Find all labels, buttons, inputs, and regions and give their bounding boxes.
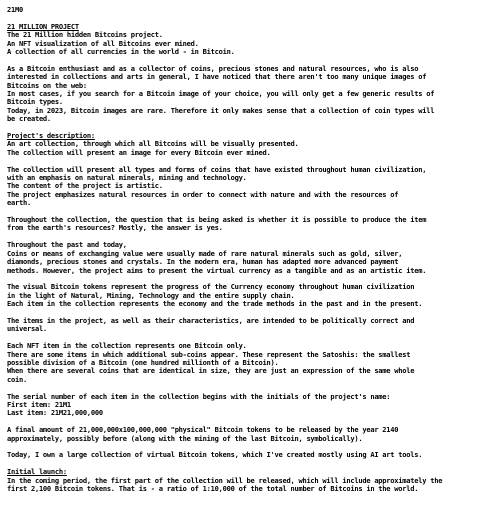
text-line: interested in collections and arts in general, I have noticed that there aren't too many unique images of	[7, 72, 427, 82]
intro-block	[7, 31, 493, 56]
text-line: Today, I own a large collection of virtual Bitcoin tokens, which I've created mostly using AI art tools.	[7, 450, 423, 460]
section-heading-description: Project's description:	[7, 131, 95, 141]
text-line: Coins or means of exchanging value were usually made of rare natural minerals such as gold, silver,	[7, 248, 403, 258]
text-line: first 2,100 Bitcoin tokens. That is - a ratio of 1:10,000 of the total number of Bitcoins in the world.	[7, 483, 419, 493]
text-line: Bitcoin types.	[7, 97, 63, 107]
text-line: The collection will present an image for every Bitcoin ever mined.	[7, 147, 271, 157]
text-line: diamonds, precious stones and crystals. In the modern era, human has adapted more advanced payment	[7, 257, 399, 267]
text-line: There are some items in which additional sub-coins appear. These represent the Satoshis: the smallest	[7, 349, 411, 359]
text-line: Last item: 21M21,000,000	[7, 408, 103, 418]
text-line: possible division of a Bitcoin (one hundred millionth of a Bitcoin).	[7, 357, 279, 367]
text-line: earth.	[7, 198, 31, 208]
text-line: In most cases, if you search for a Bitcoin image of your choice, you will only get a few generic results of	[7, 89, 435, 99]
text-line: Each NFT item in the collection represents one Bitcoin only.	[7, 341, 247, 351]
text-line: The 21 Million hidden Bitcoins project.	[7, 30, 163, 40]
text-line: methods. However, the project aims to present the virtual currency as a tangible and as an artistic item.	[7, 265, 427, 275]
text-line: An NFT visualization of all Bitcoins ever mined.	[7, 38, 199, 48]
text-line: The collection will present all types and forms of coins that have existed throughout human civilization,	[7, 164, 427, 174]
text-line: The serial number of each item in the collection begins with the initials of the project's name:	[7, 391, 391, 401]
text-line: A final amount of 21,000,000x100,000,000 "physical" Bitcoin tokens to be released by the year 2140	[7, 425, 399, 435]
text-line: When there are several coins that are identical in size, they are just an expression of the same whole	[7, 366, 415, 376]
text-line: As a Bitcoin enthusiast and as a collector of coins, precious stones and natural resources, who is also	[7, 63, 419, 73]
text-line: The project emphasizes natural resources in order to connect with nature and with the resources of	[7, 189, 399, 199]
text-line: An art collection, through which all Bitcoins will be visually presented.	[7, 139, 299, 149]
text-line: In the coming period, the first part of the collection will be released, which will include approximately the	[7, 475, 443, 485]
paragraph-history	[7, 241, 493, 275]
text-line: approximately, possibly before (along with the mining of the last Bitcoin, symbolically).	[7, 433, 363, 443]
section-heading-launch: Initial launch:	[7, 467, 67, 477]
text-line: First item: 21M1	[7, 399, 71, 409]
paragraph-launch	[7, 477, 493, 494]
text-line: Today, in 2023, Bitcoin images are rare. Therefore it only makes sense that a collection of coin types will	[7, 105, 435, 115]
paragraph-content	[7, 166, 493, 208]
text-line: in the light of Natural, Mining, Technology and the entire supply chain.	[7, 290, 295, 300]
paragraph-nft-items	[7, 342, 493, 384]
text-line: coin.	[7, 374, 27, 384]
text-line: The visual Bitcoin tokens represent the progress of the Currency economy throughout human civilization	[7, 282, 415, 292]
paragraph-universal	[7, 317, 493, 334]
text-line: The items in the project, as well as their characteristics, are intended to be politically correct and	[7, 315, 415, 325]
paragraph-final-amount	[7, 426, 493, 443]
paragraph-serial	[7, 393, 493, 418]
paragraph-question	[7, 216, 493, 233]
paragraph-motivation	[7, 65, 493, 124]
text-line: Bitcoins on the web:	[7, 80, 87, 90]
text-line: universal.	[7, 324, 47, 334]
text-line: from the earth's resources? Mostly, the answer is yes.	[7, 223, 223, 233]
text-line: Throughout the collection, the question that is being asked is whether it is possible to produce the item	[7, 215, 427, 225]
text-line: The content of the project is artistic.	[7, 181, 163, 191]
text-line: be created.	[7, 114, 51, 124]
text-line: A collection of all currencies in the world - in Bitcoin.	[7, 47, 235, 57]
paragraph-tokens	[7, 283, 493, 308]
paragraph-collection	[7, 451, 493, 459]
text-line: Each item in the collection represents the economy and the trade methods in the past and in the present.	[7, 299, 423, 309]
doc-id: 21M0	[7, 5, 23, 14]
doc-title: 21 MILLION PROJECT	[7, 21, 79, 31]
text-line: Throughout the past and today,	[7, 240, 127, 250]
paragraph-description	[7, 140, 493, 157]
text-line: with an emphasis on natural minerals, mining and technology.	[7, 173, 247, 183]
